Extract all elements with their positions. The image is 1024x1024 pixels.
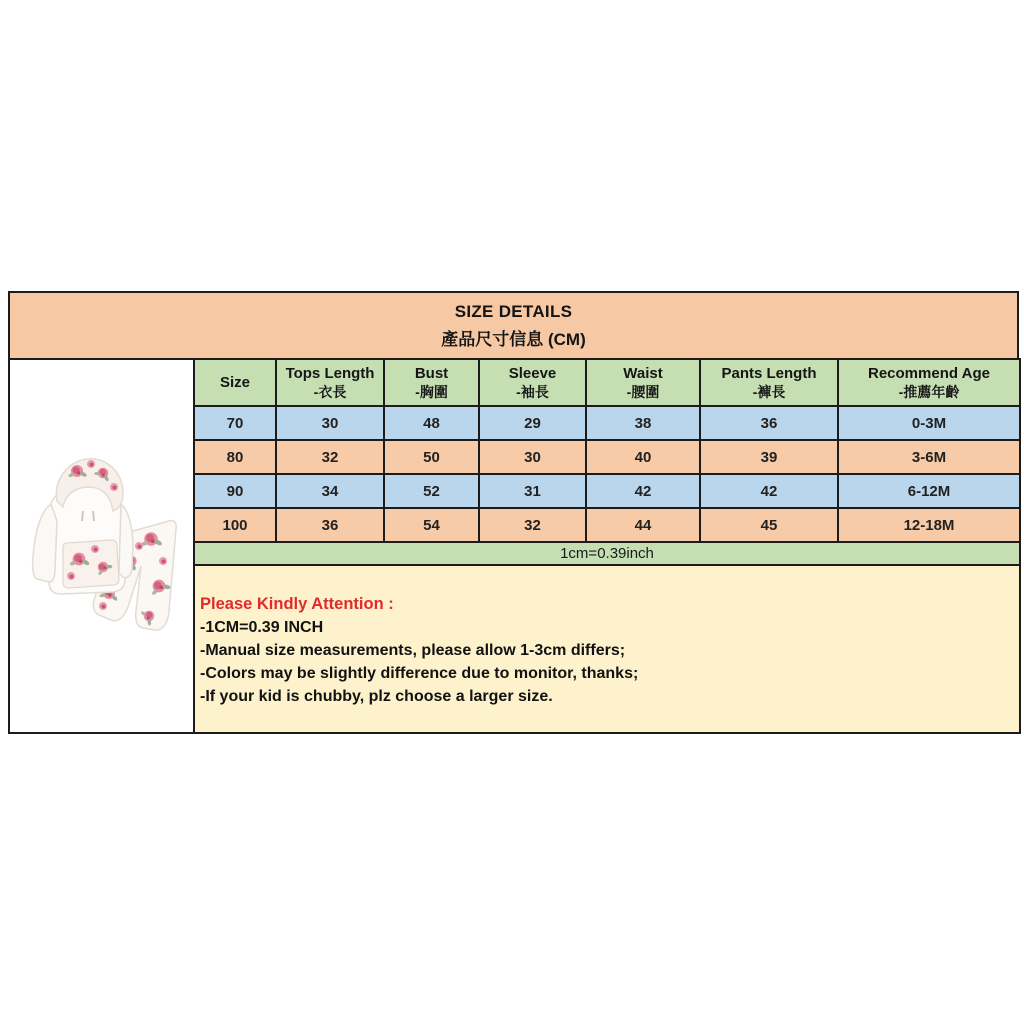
size-table bbox=[8, 358, 1021, 734]
banner-subtitle: 產品尺寸信息 (CM) bbox=[441, 329, 586, 349]
cell-tops-length: 32 bbox=[276, 440, 384, 474]
cell-bust: 50 bbox=[384, 440, 479, 474]
cell-size: 100 bbox=[194, 508, 276, 542]
cell-recommend-age: 12-18M bbox=[838, 508, 1020, 542]
col-header-waist: Waist -腰圍 bbox=[586, 359, 700, 406]
cell-sleeve: 31 bbox=[479, 474, 586, 508]
cell-pants-length: 42 bbox=[700, 474, 838, 508]
cell-bust: 54 bbox=[384, 508, 479, 542]
product-photo-illustration bbox=[11, 361, 192, 731]
cell-waist: 42 bbox=[586, 474, 700, 508]
cell-tops-length: 30 bbox=[276, 406, 384, 440]
cell-tops-length: 34 bbox=[276, 474, 384, 508]
col-header-bust: Bust -胸圍 bbox=[384, 359, 479, 406]
cell-recommend-age: 0-3M bbox=[838, 406, 1020, 440]
cell-waist: 44 bbox=[586, 508, 700, 542]
cell-bust: 52 bbox=[384, 474, 479, 508]
conversion-note: 1cm=0.39inch bbox=[194, 542, 1020, 565]
cell-waist: 38 bbox=[586, 406, 700, 440]
banner-title: SIZE DETAILS bbox=[454, 301, 573, 321]
cell-size: 90 bbox=[194, 474, 276, 508]
col-header-sleeve: Sleeve -袖長 bbox=[479, 359, 586, 406]
cell-size: 80 bbox=[194, 440, 276, 474]
cell-recommend-age: 6-12M bbox=[838, 474, 1020, 508]
size-chart-sheet bbox=[8, 291, 1019, 734]
product-image-cell bbox=[9, 359, 194, 733]
attention-line-1: -1CM=0.39 INCH bbox=[200, 619, 324, 636]
cell-size: 70 bbox=[194, 406, 276, 440]
attention-line-4: -If your kid is chubby, plz choose a larger size. bbox=[200, 688, 553, 705]
cell-recommend-age: 3-6M bbox=[838, 440, 1020, 474]
col-header-tops-length: Tops Length -衣長 bbox=[276, 359, 384, 406]
col-header-pants-length: Pants Length -褲長 bbox=[700, 359, 838, 406]
cell-waist: 40 bbox=[586, 440, 700, 474]
attention-panel bbox=[194, 565, 1020, 733]
cell-tops-length: 36 bbox=[276, 508, 384, 542]
col-header-recommend-age: Recommend Age -推薦年齡 bbox=[838, 359, 1020, 406]
col-header-size: Size bbox=[194, 359, 276, 406]
attention-line-2: -Manual size measurements, please allow 1-3cm differs; bbox=[200, 642, 626, 659]
table-header-row bbox=[9, 359, 1020, 406]
cell-bust: 48 bbox=[384, 406, 479, 440]
cell-sleeve: 32 bbox=[479, 508, 586, 542]
cell-sleeve: 30 bbox=[479, 440, 586, 474]
cell-pants-length: 36 bbox=[700, 406, 838, 440]
cell-sleeve: 29 bbox=[479, 406, 586, 440]
cell-pants-length: 45 bbox=[700, 508, 838, 542]
cell-pants-length: 39 bbox=[700, 440, 838, 474]
banner bbox=[8, 291, 1019, 358]
attention-heading: Please Kindly Attention : bbox=[200, 595, 394, 613]
attention-line-3: -Colors may be slightly difference due to monitor, thanks; bbox=[200, 665, 639, 682]
